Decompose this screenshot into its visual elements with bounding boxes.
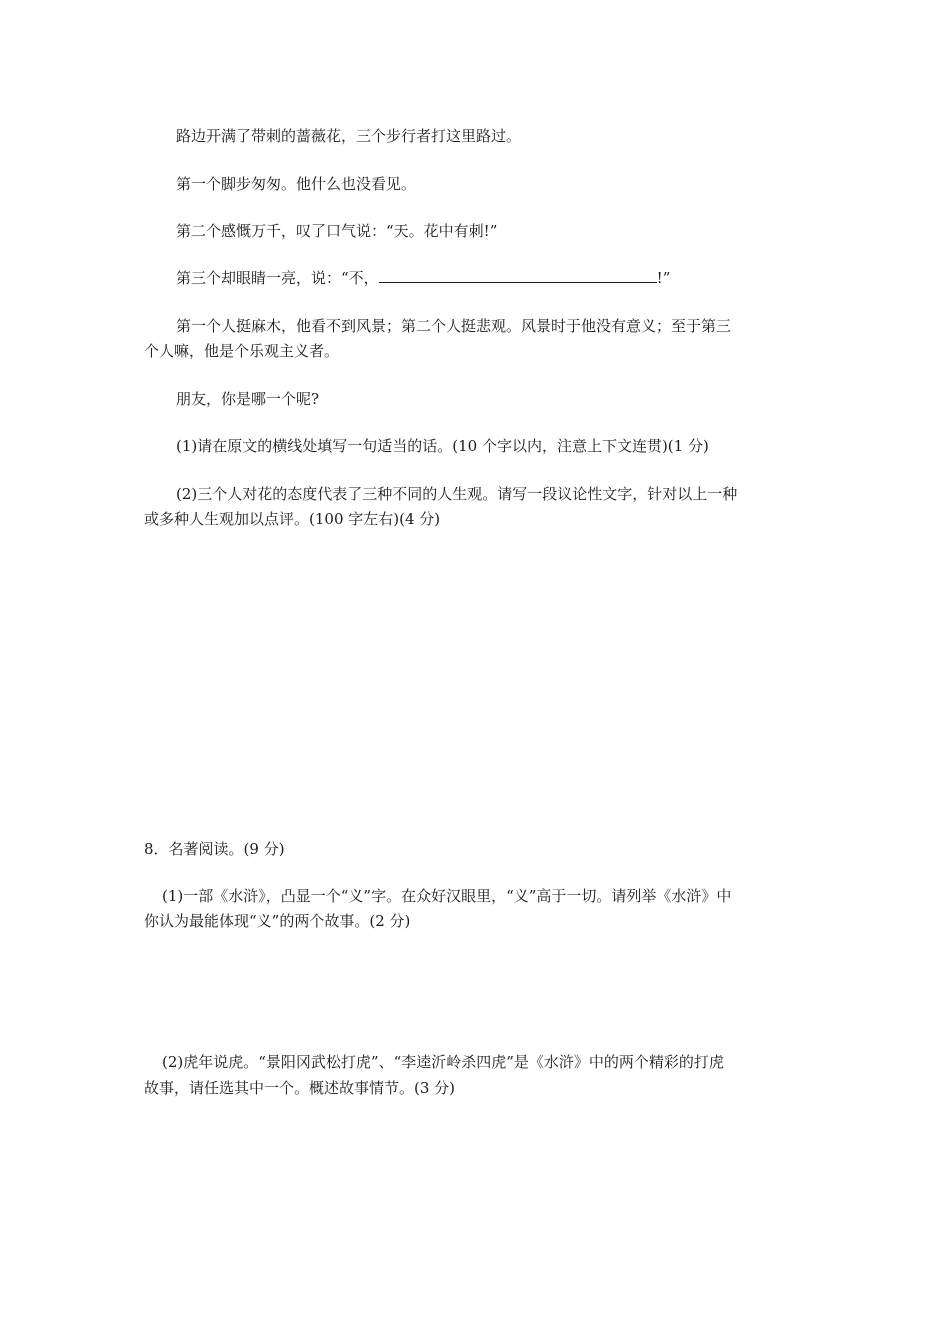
section-8-question-1-line-1: (1)一部《水浒》，凸显一个“义”字。在众好汉眼里，“义”高于一切。请列举《水浒》中 bbox=[162, 887, 732, 905]
paragraph-4-text-after: !” bbox=[656, 269, 671, 287]
fill-in-blank[interactable] bbox=[379, 268, 657, 283]
section-8-question-2-line-1: (2)虎年说虎。“景阳冈武松打虎”、“李逵沂岭杀四虎”是《水浒》中的两个精彩的打虎 bbox=[162, 1053, 724, 1071]
passage-paragraph-4 bbox=[176, 268, 816, 288]
passage-paragraph-6: 朋友，你是哪一个呢? bbox=[176, 390, 320, 408]
passage-paragraph-5-line-1: 第一个人挺麻木，他看不到风景；第二个人挺悲观。风景时于他没有意义；至于第三 bbox=[176, 317, 732, 335]
passage-paragraph-3: 第二个感慨万千，叹了口气说：“天。花中有刺!” bbox=[176, 222, 498, 240]
passage-paragraph-1: 路边开满了带刺的蔷薇花，三个步行者打这里路过。 bbox=[176, 127, 522, 145]
passage-paragraph-2: 第一个脚步匆匆。他什么也没看见。 bbox=[176, 175, 417, 193]
question-1: (1)请在原文的横线处填写一句适当的话。(10 个字以内，注意上下文连贯)(1 分) bbox=[176, 437, 709, 455]
question-2-line-2: 或多种人生观加以点评。(100 字左右)(4 分) bbox=[144, 510, 441, 528]
passage-paragraph-5-line-2: 个人嘛，他是个乐观主义者。 bbox=[144, 342, 340, 360]
paragraph-4-text-before: 第三个却眼睛一亮，说：“不， bbox=[176, 269, 379, 287]
section-8-question-1-line-2: 你认为最能体现“义”的两个故事。(2 分) bbox=[144, 912, 411, 930]
section-8-heading: 8．名著阅读。(9 分) bbox=[144, 840, 285, 858]
section-8-question-2-line-2: 故事，请任选其中一个。概述故事情节。(3 分) bbox=[144, 1079, 456, 1097]
question-2-line-1: (2)三个人对花的态度代表了三种不同的人生观。请写一段议论性文字，针对以上一种 bbox=[176, 485, 738, 503]
